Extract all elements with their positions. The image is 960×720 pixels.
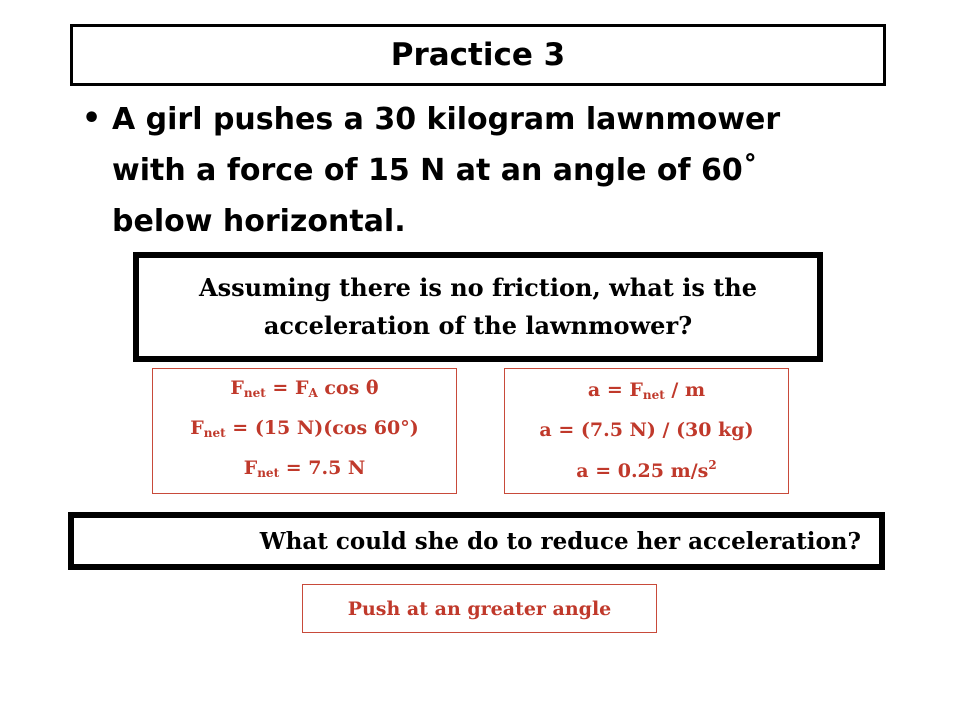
question-reduce-acceleration-box: What could she do to reduce her acceleration? (68, 512, 885, 570)
problem-statement: A girl pushes a 30 kilogram lawnmower with a force of 15 N at an angle of 60˚ below horizontal. (112, 102, 781, 239)
acceleration-calculation (504, 368, 789, 494)
bullet-item (82, 100, 882, 247)
answer-box: Push at an greater angle (302, 584, 657, 633)
acceleration-substitution: a = (7.5 N) / (30 kg) (539, 419, 754, 441)
net-force-formula: $F_{net} = F_A$ cos θ (230, 377, 379, 400)
bullet-icon: • (82, 101, 102, 136)
net-force-substitution: $F_{net} = (15$ N)(cos 60°) (190, 417, 419, 440)
question-friction-box: Assuming there is no friction, what is the acceleration of the lawnmower? (133, 252, 823, 362)
acceleration-formula: $a = F_{net} / m$ (587, 379, 706, 402)
acceleration-result: a = 0.25 $m/s^2$ (576, 458, 717, 482)
slide-title: Practice 3 (70, 24, 886, 86)
net-force-result: $F_{net} = 7.5$ N (243, 457, 366, 480)
net-force-calculation (152, 368, 457, 494)
